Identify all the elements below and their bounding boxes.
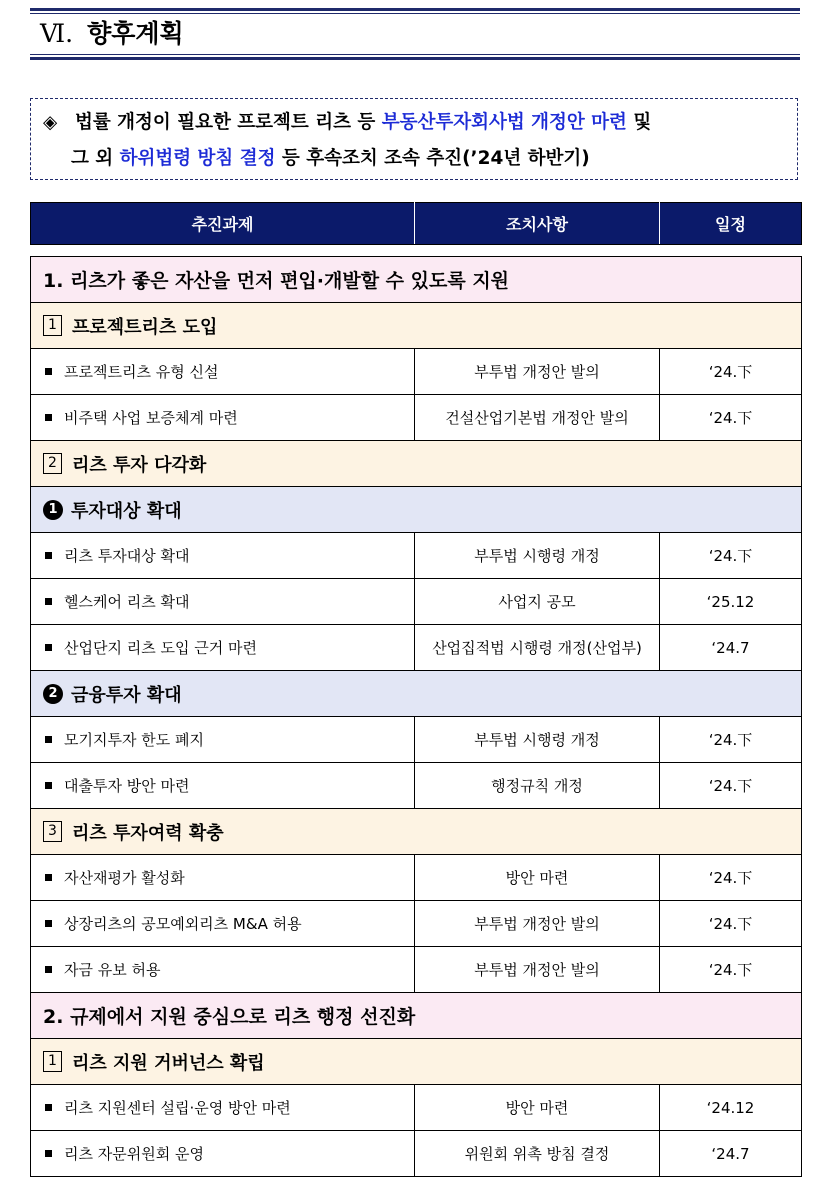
schedule-cell: ‘24.下 [660,533,802,579]
group-title: 리츠 투자여력 확충 [72,822,224,844]
table-row [31,717,802,763]
schedule-cell: ‘24.下 [660,947,802,993]
header-cell-task: 추진과제 [31,203,415,245]
group-row-level2 [31,303,802,349]
square-bullet-icon [45,1104,52,1111]
summary-highlight: 하위법령 방침 결정 [119,148,276,169]
square-bullet-icon [45,920,52,927]
action-cell: 방안 마련 [415,855,660,901]
table-row [31,901,802,947]
table-row [31,947,802,993]
table-row [31,1131,802,1177]
square-bullet-icon [45,644,52,651]
group-row-level2 [31,809,802,855]
schedule-cell: ‘24.下 [660,717,802,763]
summary-text: 법률 개정이 필요한 프로젝트 리츠 등 [75,112,382,133]
spacer-row [31,245,802,257]
section-roman-numeral: Ⅵ. [40,19,74,48]
group-row-level2 [31,1039,802,1085]
table-row [31,625,802,671]
action-cell: 사업지 공모 [415,579,660,625]
section-title-text: 향후계획 [87,19,184,48]
schedule-cell: ‘24.12 [660,1085,802,1131]
square-bullet-icon [45,782,52,789]
boxed-number: 1 [43,315,62,336]
group-title: 규제에서 지원 중심으로 리츠 행정 선진화 [70,1006,416,1028]
group-title: 금융투자 확대 [71,684,182,706]
section-header [30,8,800,58]
header-rule [30,54,800,55]
square-bullet-icon [45,966,52,973]
task-text: 대출투자 방안 마련 [64,777,190,795]
summary-line-1 [43,109,651,137]
action-cell: 부투법 시행령 개정 [415,533,660,579]
action-cell: 부투법 시행령 개정 [415,717,660,763]
summary-line-2 [71,145,590,173]
circled-number: 2 [43,684,63,704]
summary-text: 등 후속조치 조속 추진(’24년 하반기) [275,148,590,169]
task-text: 산업단지 리츠 도입 근거 마련 [64,639,257,657]
square-bullet-icon [45,874,52,881]
summary-text: 및 [626,112,652,133]
action-cell: 부투법 개정안 발의 [415,901,660,947]
schedule-cell: ‘24.7 [660,625,802,671]
action-cell: 부투법 개정안 발의 [415,349,660,395]
circled-number: 1 [43,500,63,520]
action-cell: 방안 마련 [415,1085,660,1131]
boxed-number: 1 [43,1051,62,1072]
table-row [31,763,802,809]
task-text: 리츠 지원센터 설립·운영 방안 마련 [64,1099,291,1117]
action-cell: 위원회 위촉 방침 결정 [415,1131,660,1177]
plan-table [30,202,802,1177]
boxed-number: 3 [43,821,62,842]
schedule-cell: ‘24.下 [660,763,802,809]
table-row [31,395,802,441]
square-bullet-icon [45,368,52,375]
square-bullet-icon [45,414,52,421]
header-cell-action: 조치사항 [415,203,660,245]
header-rule [30,57,800,60]
group-title: 리츠가 좋은 자산을 먼저 편입·개발할 수 있도록 지원 [70,270,510,292]
summary-box [30,98,798,180]
group-title: 프로젝트리츠 도입 [72,316,218,338]
table-header-row [31,203,802,245]
group-row-level1 [31,257,802,303]
action-cell: 건설산업기본법 개정안 발의 [415,395,660,441]
task-text: 상장리츠의 공모예외리츠 M&A 허용 [64,915,302,933]
schedule-cell: ‘25.12 [660,579,802,625]
group-row-level1 [31,993,802,1039]
task-text: 헬스케어 리츠 확대 [64,593,190,611]
group-row-level2 [31,441,802,487]
table-row [31,533,802,579]
task-text: 자금 유보 허용 [64,961,161,979]
boxed-number: 2 [43,453,62,474]
action-cell: 행정규칙 개정 [415,763,660,809]
summary-highlight: 부동산투자회사법 개정안 마련 [381,112,627,133]
header-cell-schedule: 일정 [660,203,802,245]
square-bullet-icon [45,736,52,743]
schedule-cell: ‘24.下 [660,349,802,395]
task-text: 리츠 자문위원회 운영 [64,1145,204,1163]
square-bullet-icon [45,1150,52,1157]
summary-text: 그 외 [71,148,120,169]
task-text: 모기지투자 한도 폐지 [64,731,204,749]
task-text: 자산재평가 활성화 [64,869,185,887]
task-text: 프로젝트리츠 유형 신설 [64,363,219,381]
action-cell: 부투법 개정안 발의 [415,947,660,993]
group-number: 2. [43,1006,64,1028]
schedule-cell: ‘24.下 [660,855,802,901]
header-rule [30,8,800,11]
table-row [31,349,802,395]
group-title: 투자대상 확대 [71,500,182,522]
schedule-cell: ‘24.下 [660,395,802,441]
task-text: 리츠 투자대상 확대 [64,547,190,565]
group-number: 1. [43,270,64,292]
action-cell: 산업집적법 시행령 개정(산업부) [415,625,660,671]
table-row [31,855,802,901]
square-bullet-icon [45,552,52,559]
schedule-cell: ‘24.7 [660,1131,802,1177]
group-title: 리츠 지원 거버넌스 확립 [72,1052,265,1074]
square-bullet-icon [45,598,52,605]
section-title [40,18,184,50]
group-row-level3 [31,671,802,717]
task-text: 비주택 사업 보증체계 마련 [64,409,238,427]
table-row [31,1085,802,1131]
diamond-bullet-icon: ◈ [43,112,58,133]
table-row [31,579,802,625]
schedule-cell: ‘24.下 [660,901,802,947]
group-row-level3 [31,487,802,533]
group-title: 리츠 투자 다각화 [72,454,207,476]
header-rule [30,13,800,14]
